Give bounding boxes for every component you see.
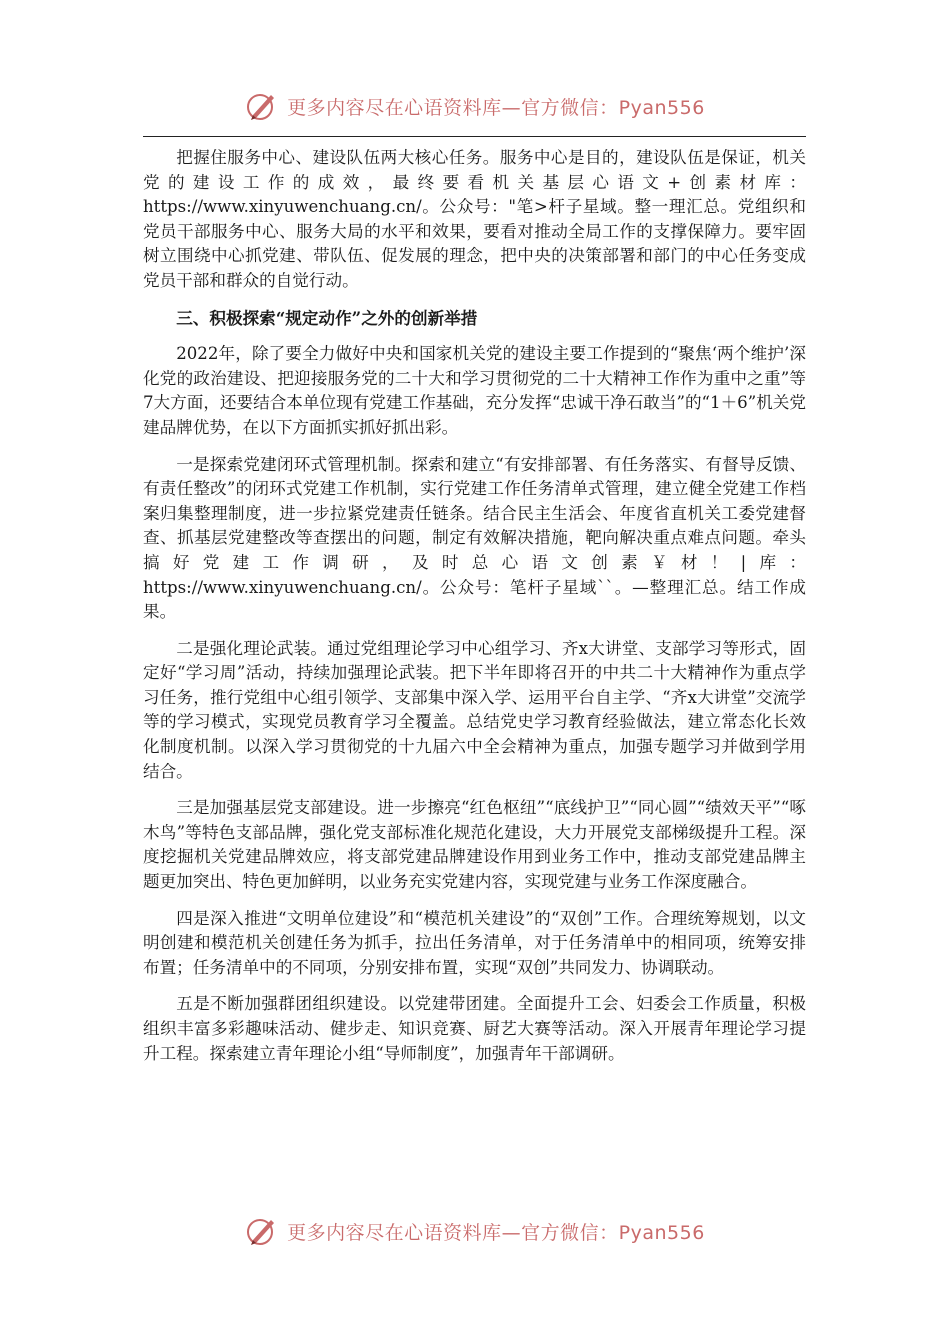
paragraph-closed-loop: 一是探索党建闭环式管理机制。探索和建立“有安排部署、有任务落实、有督导反馈、有责任整改”的闭环式党建工作机制，实行党建工作任务清单式管理，建立健全党建工作档案归集整理制度，进一步拉紧党建责任链条。结合民主生活会、年度省直机关工委党建督查、抓基层党建整改等查摆出的问题，制定有效解决措施，靶向解决重点难点问题。牵头搞好党建工作调研，及时总心语文创素￥材！|库：https://www.xinyuwenchuang.cn/。公众号：笔杆子星域``。—整理汇总。结工作成果。 — [143, 454, 806, 622]
paragraph-core-tasks: 把握住服务中心、建设队伍两大核心任务。服务中心是目的，建设队伍是保证，机关党的建设工作的成效，最终要看机关基层心语文+创素材库：https://www.xinyuwenchuang.cn/。公众号："笔>杆子星域。整一理汇总。党组织和党员干部服务中心、服务大局的水平和效果，要看对推动全局工作的支撑保障力。要牢固树立围绕中心抓党建、带队伍、促发展的理念，把中央的决策部署和部门的中心任务变成党员干部和群众的自觉行动。 — [143, 148, 806, 290]
paragraph-mass-organizations: 五是不断加强群团组织建设。以党建带团建。全面提升工会、妇委会工作质量，积极组织丰富多彩趣味活动、健步走、知识竞赛、厨艺大赛等活动。深入开展青年理论学习提升工程。探索建立青年理论小组“导师制度”，加强青年干部调研。 — [143, 994, 806, 1063]
footer-banner — [0, 1211, 950, 1251]
section-heading: 三、积极探索“规定动作”之外的创新举措 — [176, 307, 478, 328]
paragraph-branch-building: 三是加强基层党支部建设。进一步擦亮“红色枢纽”“底线护卫”“同心圆”“绩效天平”“啄木鸟”等特色支部品牌，强化党支部标准化规范化建设，大力开展党支部梯级提升工程。深度挖掘机关党建品牌效应，将支部党建品牌建设作用到业务工作中，推动支部党建品牌主题更加突出、特色更加鲜明，以业务充实党建内容，实现党建与业务工作深度融合。 — [143, 798, 806, 892]
header-banner — [0, 86, 950, 126]
footer-banner-text: 更多内容尽在心语资料库—官方微信：Pyan556 — [287, 1221, 705, 1244]
paragraph-dual-creation: 四是深入推进“文明单位建设”和“模范机关建设”的“双创”工作。合理统筹规划，以文明创建和模范机关创建任务为抓手，拉出任务清单，对于任务清单中的相同项，统筹安排布置；任务清单中的不同项，分别安排布置，实现“双创”共同发力、协调联动。 — [143, 908, 806, 977]
header-divider — [143, 136, 806, 137]
paragraph-theory: 二是强化理论武装。通过党组理论学习中心组学习、齐x大讲堂、支部学习等形式，固定好“学习周”活动，持续加强理论武装。把下半年即将召开的中共二十大精神作为重点学习任务，推行党组中心组引领学、支部集中深入学、运用平台自主学、“齐x大讲堂”交流学等的学习模式，实现党员教育学习全覆盖。总结党史学习教育经验做法，建立常态化长效化制度机制。以深入学习贯彻党的十九届六中全会精神为重点，加强专题学习并做到学用结合。 — [143, 638, 806, 781]
paragraph-2022-overview: 2022年，除了要全力做好中央和国家机关党的建设主要工作提到的“聚焦‘两个维护’深化党的政治建设、把迎接服务党的二十大和学习贯彻党的二十大精神工作作为重中之重”等7大方面，还要结合本单位现有党建工作基础，充分发挥“忠诚干净石敢当”的“1＋6”机关党建品牌优势，在以下方面抓实抓好抓出彩。 — [143, 344, 806, 437]
pen-logo-icon — [245, 89, 279, 123]
document-body — [143, 146, 806, 1078]
pen-logo-icon — [245, 1214, 279, 1248]
header-banner-text: 更多内容尽在心语资料库—官方微信：Pyan556 — [287, 96, 705, 119]
